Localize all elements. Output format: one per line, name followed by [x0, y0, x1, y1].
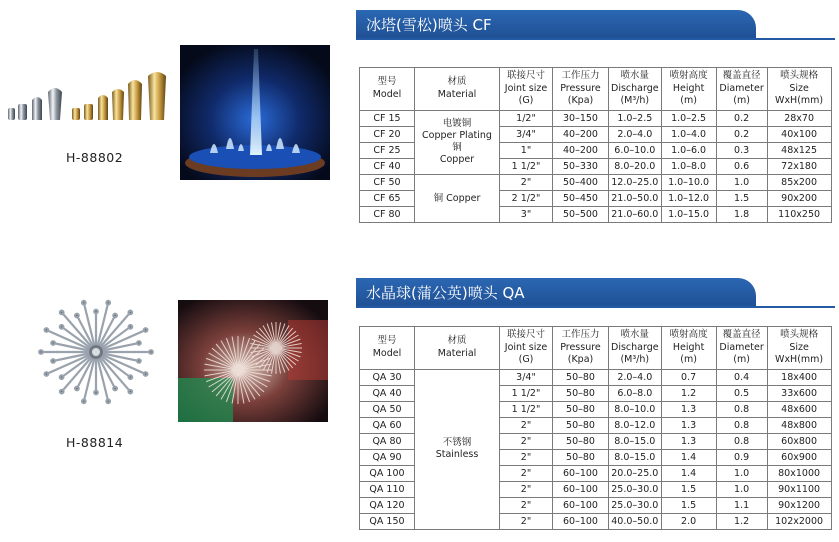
cf-header-row [360, 68, 832, 111]
qa-header-cell [609, 327, 662, 370]
qa-fountain-photo [178, 300, 328, 422]
cf-model-cell: CF 15 [360, 110, 415, 126]
qa-header-text: Discharge [611, 341, 659, 353]
cf-header-text: Height [672, 82, 705, 94]
cf-header-cell [360, 68, 415, 111]
cf-header-text: Pressure [560, 82, 601, 94]
cf-header-text: 喷头规格 [780, 70, 819, 81]
qa-table-cell: 90x1200 [767, 497, 831, 513]
cf-table-cell: 21.0–60.0 [609, 206, 662, 222]
cf-header-text: (M³/h) [620, 95, 650, 106]
cf-material-text: Copper Plating [422, 130, 492, 141]
qa-table-cell: 60–100 [553, 481, 609, 497]
qa-table-cell: 2" [500, 481, 553, 497]
qa-table-cell: 60x900 [767, 449, 831, 465]
qa-table-cell: 60x800 [767, 433, 831, 449]
cf-header-text: (m) [733, 95, 750, 106]
cf-section [0, 0, 839, 240]
qa-model-cell: QA 100 [360, 465, 415, 481]
cf-material-text: Copper [439, 154, 475, 165]
cf-header-text: (Kpa) [567, 95, 594, 106]
qa-title-underline [356, 306, 835, 308]
cf-table-body [360, 110, 832, 222]
cf-header-text: 工作压力 [561, 70, 600, 81]
qa-header-cell [500, 327, 553, 370]
cf-table-cell: 1.0–6.0 [661, 142, 716, 158]
qa-model-cell: QA 50 [360, 401, 415, 417]
qa-model-cell: QA 110 [360, 481, 415, 497]
cf-fountain-photo [180, 45, 330, 180]
qa-header-text: Joint size [504, 341, 548, 353]
qa-table-cell: 1.3 [661, 433, 716, 449]
cf-header-text: 喷水量 [620, 70, 650, 81]
cf-header-text: Diameter [719, 82, 764, 94]
cf-table-cell: 6.0–10.0 [609, 142, 662, 158]
cf-model-cell: CF 50 [360, 174, 415, 190]
cf-material-text: 铜 Copper [433, 192, 481, 204]
qa-table-cell: 50–80 [553, 385, 609, 401]
cf-product-code: H-88802 [66, 150, 124, 165]
cf-table-cell: 30–150 [553, 110, 609, 126]
cf-table-cell: 3" [500, 206, 553, 222]
cf-table-cell: 1/2" [500, 110, 553, 126]
cf-header-cell [661, 68, 716, 111]
qa-model-cell: QA 150 [360, 513, 415, 529]
qa-table-cell: 90x1100 [767, 481, 831, 497]
cf-spec-table [359, 67, 832, 223]
qa-table-cell: 1 1/2" [500, 385, 553, 401]
qa-table-cell: 8.0–12.0 [609, 417, 662, 433]
cf-table-row [360, 110, 832, 126]
cf-material-text: 电镀铜 [442, 118, 472, 129]
qa-header-text: Model [372, 347, 402, 359]
qa-nozzle-product-image [36, 292, 156, 412]
qa-table-cell: 60–100 [553, 465, 609, 481]
cf-table-cell: 1.0–10.0 [661, 174, 716, 190]
cf-table-cell: 1.0 [716, 174, 767, 190]
cf-table-cell: 0.2 [716, 110, 767, 126]
qa-table-cell: 3/4" [500, 369, 553, 385]
qa-material-text: Stainless [435, 449, 479, 460]
qa-table-cell: 1.4 [661, 449, 716, 465]
qa-table-cell: 2" [500, 433, 553, 449]
cf-material-cell [415, 110, 500, 174]
cf-table-cell: 0.2 [716, 126, 767, 142]
qa-table-cell: 48x600 [767, 401, 831, 417]
cf-table-cell: 50–400 [553, 174, 609, 190]
qa-table-cell: 1.0 [716, 465, 767, 481]
cf-table-cell: 1.0–12.0 [661, 190, 716, 206]
cf-table-cell: 28x70 [767, 110, 831, 126]
qa-model-cell: QA 120 [360, 497, 415, 513]
qa-table-cell: 0.7 [661, 369, 716, 385]
cf-table-cell: 8.0–20.0 [609, 158, 662, 174]
cf-header-cell [415, 68, 500, 111]
qa-table-cell: 2" [500, 513, 553, 529]
qa-table-body [360, 369, 832, 529]
cf-header-text: Joint size [504, 82, 548, 94]
cf-table-cell: 2.0–4.0 [609, 126, 662, 142]
cf-table-cell: 1.0–2.5 [609, 110, 662, 126]
cf-table-cell: 1.5 [716, 190, 767, 206]
cf-table-cell: 50–450 [553, 190, 609, 206]
cf-table-cell: 1.0–15.0 [661, 206, 716, 222]
qa-header-cell [661, 327, 716, 370]
qa-header-text: 工作压力 [561, 329, 600, 340]
qa-header-text: 型号 [377, 335, 397, 347]
qa-table-cell: 25.0–30.0 [609, 481, 662, 497]
qa-table-cell: 1.3 [661, 417, 716, 433]
cf-table-cell: 50–500 [553, 206, 609, 222]
chrome-nozzles [8, 88, 62, 120]
qa-header-text: 喷水量 [620, 329, 650, 340]
qa-table-row [360, 369, 832, 385]
cf-header-cell [767, 68, 831, 111]
qa-header-text: Material [437, 347, 477, 359]
qa-header-cell [716, 327, 767, 370]
cf-table-cell: 90x200 [767, 190, 831, 206]
qa-header-text: WxH(mm) [775, 354, 824, 365]
qa-table-cell: 25.0–30.0 [609, 497, 662, 513]
qa-table-cell: 8.0–15.0 [609, 433, 662, 449]
cf-header-text: 覆盖直径 [722, 70, 761, 81]
qa-table-cell: 2" [500, 417, 553, 433]
cf-table-cell: 110x250 [767, 206, 831, 222]
qa-table-cell: 1.0 [716, 481, 767, 497]
qa-section [0, 270, 839, 542]
qa-header-text: Size [789, 341, 809, 353]
cf-table-cell: 1.8 [716, 206, 767, 222]
qa-table-cell: 80x1000 [767, 465, 831, 481]
qa-table-cell: 50–80 [553, 449, 609, 465]
cf-material-text: 铜 [452, 142, 462, 153]
qa-table-cell: 48x800 [767, 417, 831, 433]
brass-nozzles [72, 72, 166, 120]
qa-table-cell: 8.0–10.0 [609, 401, 662, 417]
qa-table-cell: 1.4 [661, 465, 716, 481]
cf-header-text: 材质 [447, 76, 467, 88]
cf-nozzle-product-image [4, 70, 172, 130]
cf-table-cell: 48x125 [767, 142, 831, 158]
qa-table-cell: 2.0 [661, 513, 716, 529]
qa-model-cell: QA 90 [360, 449, 415, 465]
qa-table-cell: 2.0–4.0 [609, 369, 662, 385]
qa-table-cell: 2" [500, 497, 553, 513]
cf-table-cell: 21.0–50.0 [609, 190, 662, 206]
qa-table-cell: 2" [500, 449, 553, 465]
cf-table-cell: 2" [500, 174, 553, 190]
qa-material-text: 不锈钢 [442, 437, 472, 448]
cf-table-cell: 72x180 [767, 158, 831, 174]
cf-table-cell: 1" [500, 142, 553, 158]
cf-table-cell: 0.3 [716, 142, 767, 158]
cf-model-cell: CF 40 [360, 158, 415, 174]
qa-header-text: 覆盖直径 [722, 329, 761, 340]
qa-table-cell: 1.3 [661, 401, 716, 417]
qa-table-cell: 1.2 [661, 385, 716, 401]
qa-header-text: (Kpa) [567, 354, 594, 365]
cf-header-text: 喷射高度 [669, 70, 708, 81]
qa-model-cell: QA 80 [360, 433, 415, 449]
qa-header-text: 联接尺寸 [506, 329, 545, 340]
cf-model-cell: CF 20 [360, 126, 415, 142]
qa-table-cell: 1 1/2" [500, 401, 553, 417]
cf-header-text: 型号 [377, 76, 397, 88]
cf-header-text: 联接尺寸 [506, 70, 545, 81]
qa-table-cell: 50–80 [553, 401, 609, 417]
qa-model-cell: QA 60 [360, 417, 415, 433]
qa-table-cell: 1.5 [661, 481, 716, 497]
qa-table-cell: 0.8 [716, 433, 767, 449]
cf-table-cell: 3/4" [500, 126, 553, 142]
cf-material-cell [415, 174, 500, 222]
qa-table-cell: 0.9 [716, 449, 767, 465]
qa-header-cell [360, 327, 415, 370]
qa-header-text: (m) [680, 354, 697, 365]
qa-header-text: 材质 [447, 335, 467, 347]
qa-title-bar [356, 278, 756, 308]
cf-table-cell: 85x200 [767, 174, 831, 190]
qa-model-cell: QA 30 [360, 369, 415, 385]
qa-header-cell [767, 327, 831, 370]
cf-header-cell [716, 68, 767, 111]
qa-table-cell: 6.0–8.0 [609, 385, 662, 401]
qa-header-text: Height [672, 341, 705, 353]
cf-table-cell: 1.0–2.5 [661, 110, 716, 126]
qa-header-text: (m) [733, 354, 750, 365]
qa-table-cell: 40.0–50.0 [609, 513, 662, 529]
cf-title-underline [356, 38, 835, 40]
cf-table-cell: 1.0–4.0 [661, 126, 716, 142]
qa-table-cell: 1.5 [661, 497, 716, 513]
cf-table-cell: 40x100 [767, 126, 831, 142]
cf-header-text: (G) [518, 95, 534, 106]
qa-table-cell: 50–80 [553, 369, 609, 385]
qa-table-cell: 8.0–15.0 [609, 449, 662, 465]
qa-header-text: Diameter [719, 341, 764, 353]
qa-header-row [360, 327, 832, 370]
qa-header-cell [553, 327, 609, 370]
cf-header-text: WxH(mm) [775, 95, 824, 106]
cf-model-cell: CF 25 [360, 142, 415, 158]
cf-header-cell [553, 68, 609, 111]
cf-table-cell: 1 1/2" [500, 158, 553, 174]
cf-table-cell: 1.0–8.0 [661, 158, 716, 174]
qa-header-text: (M³/h) [620, 354, 650, 365]
qa-table-cell: 50–80 [553, 417, 609, 433]
cf-header-cell [609, 68, 662, 111]
cf-table-cell: 0.6 [716, 158, 767, 174]
qa-table-cell: 0.4 [716, 369, 767, 385]
cf-title-bar [356, 10, 756, 40]
qa-model-cell: QA 40 [360, 385, 415, 401]
qa-table-cell: 50–80 [553, 433, 609, 449]
qa-table-cell: 2" [500, 465, 553, 481]
qa-product-code: H-88814 [66, 435, 124, 450]
qa-table-cell: 60–100 [553, 497, 609, 513]
cf-table-row [360, 174, 832, 190]
qa-header-text: 喷头规格 [780, 329, 819, 340]
cf-model-cell: CF 80 [360, 206, 415, 222]
qa-table-cell: 0.8 [716, 417, 767, 433]
qa-table-cell: 1.1 [716, 497, 767, 513]
qa-header-text: Pressure [560, 341, 601, 353]
cf-table-cell: 50–330 [553, 158, 609, 174]
qa-table-cell: 20.0–25.0 [609, 465, 662, 481]
qa-table-cell: 0.5 [716, 385, 767, 401]
cf-model-cell: CF 65 [360, 190, 415, 206]
qa-spec-table [359, 326, 832, 530]
qa-material-cell [415, 369, 500, 529]
qa-table-cell: 0.8 [716, 401, 767, 417]
cf-header-text: Discharge [611, 82, 659, 94]
cf-header-text: Material [437, 88, 477, 100]
cf-table-cell: 12.0–25.0 [609, 174, 662, 190]
cf-header-text: (m) [680, 95, 697, 106]
qa-header-text: 喷射高度 [669, 329, 708, 340]
cf-table-cell: 40–200 [553, 142, 609, 158]
cf-header-text: Size [789, 82, 809, 94]
qa-header-text: (G) [518, 354, 534, 365]
qa-table-cell: 1.2 [716, 513, 767, 529]
cf-header-cell [500, 68, 553, 111]
cf-table-cell: 40–200 [553, 126, 609, 142]
cf-table-cell: 2 1/2" [500, 190, 553, 206]
qa-title: 水晶球(蒲公英)喷头 QA [366, 284, 525, 302]
qa-table-cell: 102x2000 [767, 513, 831, 529]
cf-title: 冰塔(雪松)喷头 CF [366, 16, 492, 34]
cf-header-text: Model [372, 88, 402, 100]
qa-table-cell: 33x600 [767, 385, 831, 401]
qa-table-cell: 60–100 [553, 513, 609, 529]
qa-header-cell [415, 327, 500, 370]
qa-table-cell: 18x400 [767, 369, 831, 385]
